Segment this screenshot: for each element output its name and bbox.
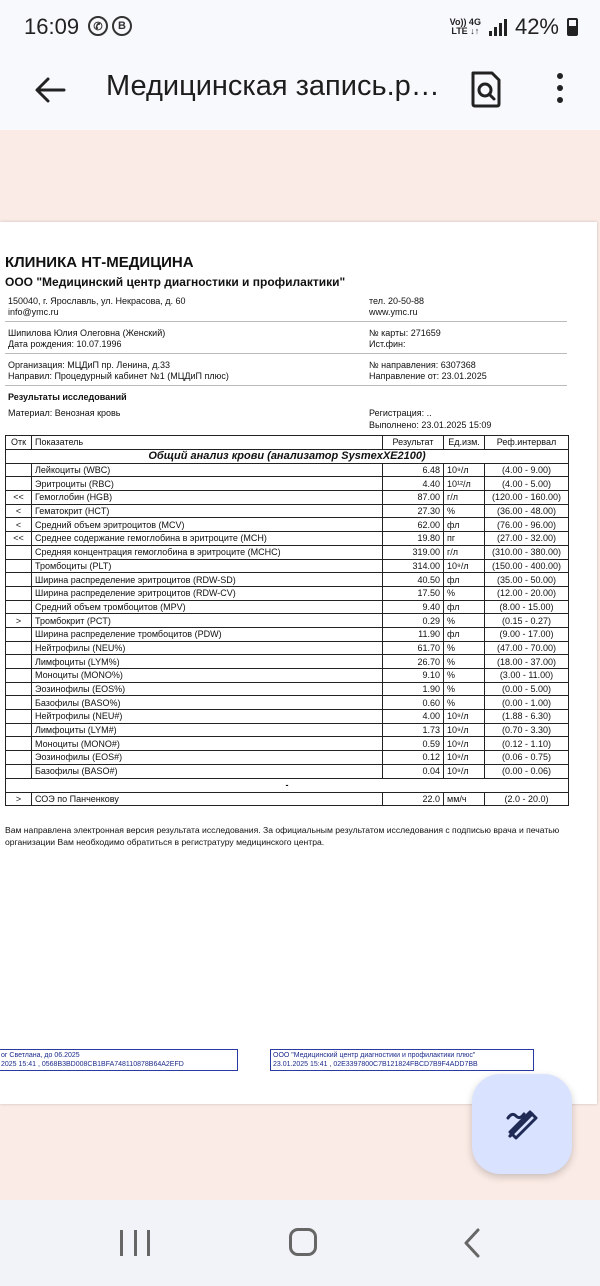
results-heading: Результаты исследований — [8, 392, 127, 402]
signature-line: 2025 15:41 , 0568B3BD008CB1BFA748110878B64A2EFD — [1, 1061, 184, 1068]
row-indicator: Средний объем тромбоцитов (MPV) — [32, 600, 383, 614]
bixby-icon: B — [112, 16, 132, 36]
row-result: 11.90 — [383, 627, 444, 641]
signature-line: ог Светлана, до 06.2025 — [1, 1052, 80, 1059]
status-indicators — [450, 14, 578, 40]
row-indicator: Эритроциты (RBC) — [32, 477, 383, 491]
row-indicator: Среднее содержание гемоглобина в эритроците (MCH) — [32, 532, 383, 546]
row-reference: (0.70 - 3.30) — [485, 723, 569, 737]
row-result: 0.29 — [383, 614, 444, 628]
website: www.ymc.ru — [369, 307, 418, 317]
row-reference: (18.00 - 37.00) — [485, 655, 569, 669]
network-sub-label: LTE ↓↑ — [451, 26, 480, 36]
table-row — [6, 655, 569, 669]
row-reference: (0.12 - 1.10) — [485, 737, 569, 751]
signal-icon — [489, 18, 507, 36]
row-reference: (3.00 - 11.00) — [485, 669, 569, 683]
row-deviation: << — [6, 532, 32, 546]
row-result: 4.00 — [383, 710, 444, 724]
row-indicator: Лейкоциты (WBC) — [32, 463, 383, 477]
row-deviation — [6, 764, 32, 778]
status-bar — [0, 0, 600, 56]
row-deviation — [6, 627, 32, 641]
table-row — [6, 545, 569, 559]
table-row — [6, 518, 569, 532]
row-unit: % — [444, 682, 485, 696]
table-row — [6, 477, 569, 491]
nav-back-button[interactable] — [462, 1228, 482, 1258]
row-indicator: Тромбокрит (PCT) — [32, 614, 383, 628]
table-row — [6, 573, 569, 587]
row-unit: 10⁹/л — [444, 723, 485, 737]
row-reference: (0.15 - 0.27) — [485, 614, 569, 628]
row-unit: % — [444, 669, 485, 683]
row-deviation — [6, 737, 32, 751]
patient-name: Шипилова Юлия Олеговна (Женский) — [8, 328, 166, 338]
row-result: 1.73 — [383, 723, 444, 737]
row-unit: пг — [444, 532, 485, 546]
row-reference: (9.00 - 17.00) — [485, 627, 569, 641]
spacer-mark: - — [6, 778, 569, 792]
referred-by: Направил: Процедурный кабинет №1 (МЦДиП плюс) — [8, 371, 229, 381]
row-result: 87.00 — [383, 491, 444, 505]
row-deviation — [6, 545, 32, 559]
completed-date: Выполнено: 23.01.2025 15:09 — [369, 420, 492, 430]
table-row — [6, 627, 569, 641]
page-title: Медицинская запись.р… — [106, 70, 440, 102]
row-deviation: < — [6, 504, 32, 518]
row-reference: (2.0 - 20.0) — [485, 792, 569, 806]
document-page[interactable] — [0, 222, 597, 1104]
row-deviation — [6, 559, 32, 573]
row-result: 27.30 — [383, 504, 444, 518]
row-result: 319.00 — [383, 545, 444, 559]
row-reference: (35.00 - 50.00) — [485, 573, 569, 587]
table-row — [6, 600, 569, 614]
group-row — [6, 449, 569, 463]
table-row — [6, 641, 569, 655]
row-result: 61.70 — [383, 641, 444, 655]
back-button[interactable] — [30, 70, 70, 110]
row-result: 1.90 — [383, 682, 444, 696]
battery-icon — [567, 18, 578, 36]
row-unit: 10⁹/л — [444, 463, 485, 477]
table-row — [6, 737, 569, 751]
row-reference: (0.00 - 0.06) — [485, 764, 569, 778]
row-result: 9.10 — [383, 669, 444, 683]
address: 150040, г. Ярославль, ул. Некрасова, д. 60 — [8, 296, 186, 306]
row-unit: г/л — [444, 545, 485, 559]
table-row — [6, 792, 569, 806]
row-deviation — [6, 573, 32, 587]
row-indicator: Моноциты (MONO#) — [32, 737, 383, 751]
arrow-left-icon — [34, 76, 66, 104]
spacer-row — [6, 778, 569, 792]
row-deviation — [6, 751, 32, 765]
table-row — [6, 532, 569, 546]
table-row — [6, 614, 569, 628]
row-reference: (1.88 - 6.30) — [485, 710, 569, 724]
home-button[interactable] — [289, 1228, 317, 1256]
row-result: 314.00 — [383, 559, 444, 573]
row-indicator: Нейтрофилы (NEU%) — [32, 641, 383, 655]
row-unit: 10⁹/л — [444, 710, 485, 724]
row-indicator: Моноциты (MONO%) — [32, 669, 383, 683]
row-result: 6.48 — [383, 463, 444, 477]
col-result: Результат — [383, 436, 444, 450]
whatsapp-icon: ✆ — [88, 16, 108, 36]
referral-number: № направления: 6307368 — [369, 360, 476, 370]
row-result: 0.60 — [383, 696, 444, 710]
row-deviation — [6, 696, 32, 710]
row-unit: 10⁹/л — [444, 559, 485, 573]
app-bar — [0, 56, 600, 130]
row-deviation — [6, 600, 32, 614]
signature-line: 23.01.2025 15:41 , 02E3397800C7B121824FBCD7B9F4ADD7BB — [273, 1061, 478, 1068]
material: Материал: Венозная кровь — [8, 408, 121, 418]
row-indicator: Средний объем эритроцитов (MCV) — [32, 518, 383, 532]
more-vert-icon — [557, 73, 563, 79]
row-indicator: Лимфоциты (LYM#) — [32, 723, 383, 737]
row-reference: (0.00 - 1.00) — [485, 696, 569, 710]
group-title: Общий анализ крови (анализатор SysmexXE2100) — [6, 449, 569, 463]
row-result: 17.50 — [383, 586, 444, 600]
row-reference: (120.00 - 160.00) — [485, 491, 569, 505]
row-indicator: Средняя концентрация гемоглобина в эритроците (MCHC) — [32, 545, 383, 559]
card-number: № карты: 271659 — [369, 328, 441, 338]
row-result: 19.80 — [383, 532, 444, 546]
row-unit: г/л — [444, 491, 485, 505]
row-deviation — [6, 463, 32, 477]
col-unit: Ед.изм. — [444, 436, 485, 450]
notification-icons — [88, 16, 132, 36]
table-row — [6, 710, 569, 724]
row-deviation — [6, 655, 32, 669]
row-result: 0.04 — [383, 764, 444, 778]
col-deviation: Отк — [6, 436, 32, 450]
row-deviation — [6, 641, 32, 655]
table-row — [6, 751, 569, 765]
row-indicator: Ширина распределение эритроцитов (RDW-CV) — [32, 586, 383, 600]
row-unit: % — [444, 614, 485, 628]
row-reference: (4.00 - 9.00) — [485, 463, 569, 477]
row-indicator: Эозинофилы (EOS%) — [32, 682, 383, 696]
row-reference: (4.00 - 5.00) — [485, 477, 569, 491]
edit-pen-icon — [502, 1104, 542, 1144]
row-result: 4.40 — [383, 477, 444, 491]
row-unit: % — [444, 586, 485, 600]
row-indicator: Тромбоциты (PLT) — [32, 559, 383, 573]
row-indicator: Ширина распределение эритроцитов (RDW-SD) — [32, 573, 383, 587]
table-row — [6, 491, 569, 505]
phone: тел. 20-50-88 — [369, 296, 425, 306]
col-reference: Реф.интервал — [485, 436, 569, 450]
row-reference: (0.06 - 0.75) — [485, 751, 569, 765]
row-unit: мм/ч — [444, 792, 485, 806]
row-result: 62.00 — [383, 518, 444, 532]
row-reference: (150.00 - 400.00) — [485, 559, 569, 573]
row-indicator: Ширина распределение тромбоцитов (PDW) — [32, 627, 383, 641]
row-unit: 10⁹/л — [444, 737, 485, 751]
row-indicator: Лимфоциты (LYM%) — [32, 655, 383, 669]
row-unit: фл — [444, 600, 485, 614]
row-result: 26.70 — [383, 655, 444, 669]
row-reference: (0.00 - 5.00) — [485, 682, 569, 696]
row-deviation — [6, 710, 32, 724]
row-reference: (36.00 - 48.00) — [485, 504, 569, 518]
table-row — [6, 669, 569, 683]
disclaimer-note: Вам направлена электронная версия результата исследования. За официальным результатом исследования с подписью врача и печатью организации Вам необходимо обратиться в регистратуру медицинского центра. — [5, 825, 560, 847]
row-unit: 10⁹/л — [444, 764, 485, 778]
row-result: 0.12 — [383, 751, 444, 765]
battery-percent: 42% — [514, 14, 559, 39]
row-result: 0.59 — [383, 737, 444, 751]
row-indicator: Эозинофилы (EOS#) — [32, 751, 383, 765]
row-deviation: << — [6, 491, 32, 505]
row-unit: фл — [444, 518, 485, 532]
registration: Регистрация: .. — [369, 408, 432, 418]
row-deviation — [6, 669, 32, 683]
results-table — [5, 435, 569, 806]
row-unit: % — [444, 504, 485, 518]
divider — [5, 353, 567, 354]
row-indicator: Нейтрофилы (NEU#) — [32, 710, 383, 724]
edit-fab-button[interactable] — [472, 1074, 572, 1174]
row-deviation — [6, 586, 32, 600]
row-reference: (12.00 - 20.00) — [485, 586, 569, 600]
table-row — [6, 696, 569, 710]
referral-date: Направление от: 23.01.2025 — [369, 371, 487, 381]
org-name: ООО "Медицинский центр диагностики и профилактики" — [5, 275, 346, 289]
row-unit: 10⁹/л — [444, 751, 485, 765]
row-indicator: Базофилы (BASO%) — [32, 696, 383, 710]
organization: Организация: МЦДиП пр. Ленина, д.33 — [8, 360, 171, 370]
row-indicator: Базофилы (BASO#) — [32, 764, 383, 778]
table-row — [6, 559, 569, 573]
row-unit: фл — [444, 627, 485, 641]
row-indicator: Гематокрит (HCT) — [32, 504, 383, 518]
row-result: 9.40 — [383, 600, 444, 614]
row-deviation: > — [6, 792, 32, 806]
signature-line: ООО "Медицинский центр диагностики и профилактики плюс" — [273, 1052, 476, 1059]
table-header-row — [6, 436, 569, 450]
row-indicator: СОЭ по Панченкову — [32, 792, 383, 806]
clinic-name: КЛИНИКА НТ-МЕДИЦИНА — [5, 254, 194, 271]
patient-dob: Дата рождения: 10.07.1996 — [8, 339, 122, 349]
finance-source: Ист.фин: — [369, 339, 406, 349]
row-reference: (8.00 - 15.00) — [485, 600, 569, 614]
row-deviation: > — [6, 614, 32, 628]
row-unit: 10¹²/л — [444, 477, 485, 491]
row-deviation — [6, 682, 32, 696]
row-result: 40.50 — [383, 573, 444, 587]
row-unit: % — [444, 655, 485, 669]
status-time: 16:09 — [24, 14, 80, 39]
document-search-icon — [468, 69, 504, 109]
more-options-button[interactable] — [548, 68, 572, 108]
network-indicator — [450, 18, 481, 36]
table-row — [6, 682, 569, 696]
signature-stamp-right — [270, 1049, 534, 1071]
table-row — [6, 723, 569, 737]
divider — [5, 321, 567, 322]
row-indicator: Гемоглобин (HGB) — [32, 491, 383, 505]
col-indicator: Показатель — [32, 436, 383, 450]
network-label: Vo)) 4G — [449, 17, 481, 27]
row-reference: (76.00 - 96.00) — [485, 518, 569, 532]
table-row — [6, 764, 569, 778]
row-reference: (27.00 - 32.00) — [485, 532, 569, 546]
row-reference: (310.00 - 380.00) — [485, 545, 569, 559]
row-result: 22.0 — [383, 792, 444, 806]
email: info@ymc.ru — [8, 307, 59, 317]
row-deviation: < — [6, 518, 32, 532]
table-row — [6, 586, 569, 600]
row-deviation — [6, 723, 32, 737]
row-unit: % — [444, 696, 485, 710]
divider — [5, 385, 567, 386]
row-unit: фл — [444, 573, 485, 587]
row-deviation — [6, 477, 32, 491]
table-row — [6, 463, 569, 477]
system-nav-bar — [0, 1200, 600, 1286]
search-document-button[interactable] — [468, 69, 504, 109]
row-unit: % — [444, 641, 485, 655]
table-row — [6, 504, 569, 518]
chevron-left-icon — [462, 1228, 482, 1258]
row-reference: (47.00 - 70.00) — [485, 641, 569, 655]
signature-stamp-left — [0, 1049, 238, 1071]
recents-button[interactable] — [120, 1230, 150, 1256]
